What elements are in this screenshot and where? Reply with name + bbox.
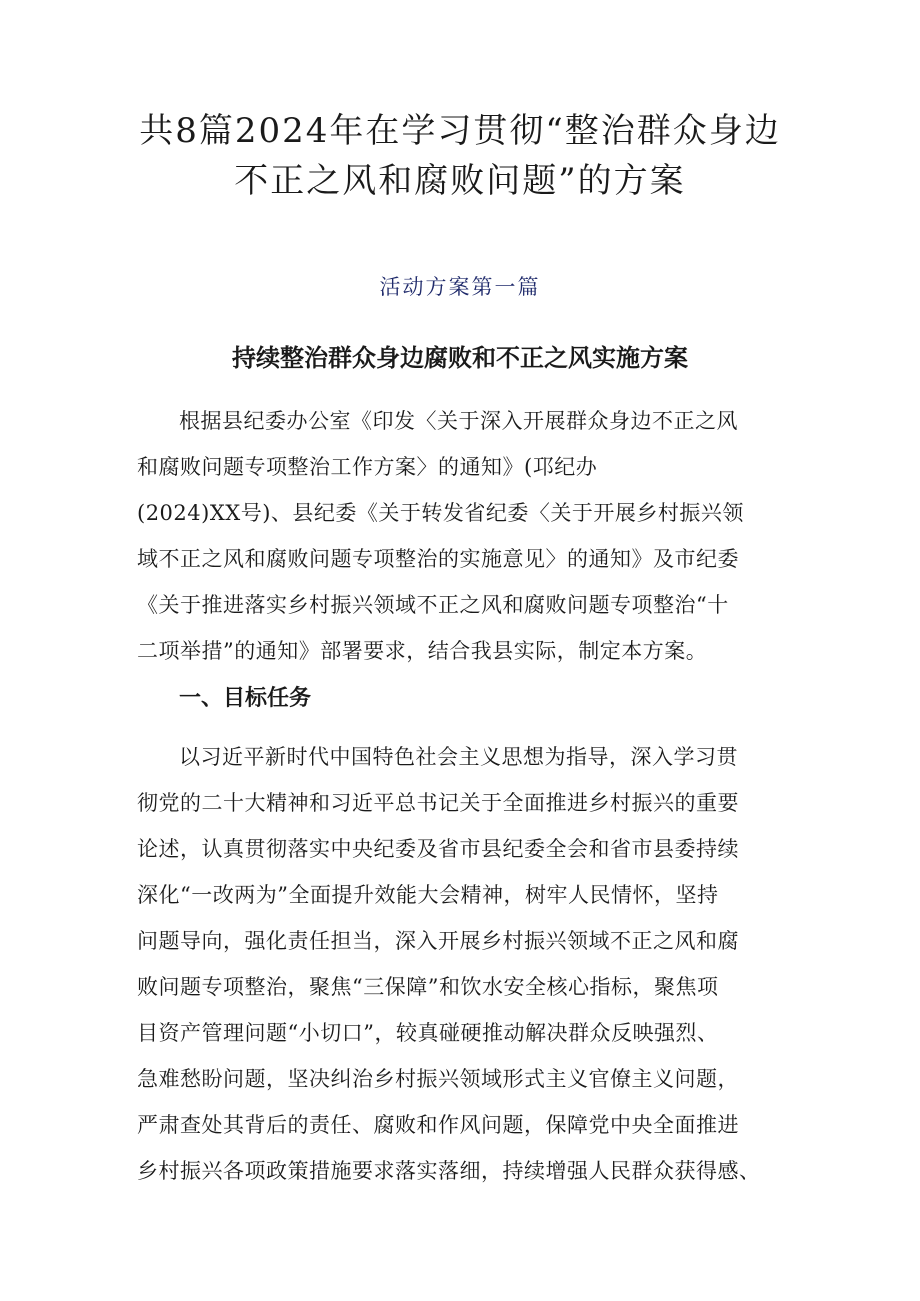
plan-subtitle: 持续整治群众身边腐败和不正之风实施方案 <box>232 344 688 372</box>
section-heading-goals: 一、目标任务 <box>179 686 312 711</box>
paragraph-line: 和腐败问题专项整治工作方案〉的通知》(邛纪办 <box>137 455 598 479</box>
paragraph-line: 论述，认真贯彻落实中央纪委及省市县纪委全会和省市县委持续 <box>137 837 739 861</box>
paragraph-line: 以习近平新时代中国特色社会主义思想为指导，深入学习贯 <box>179 745 738 769</box>
paragraph-line: 败问题专项整治，聚焦“三保障”和饮水安全核心指标，聚焦项 <box>137 975 719 999</box>
paragraph-line: 根据县纪委办公室《印发〈关于深入开展群众身边不正之风 <box>179 409 738 433</box>
paragraph-line: 目资产管理问题“小切口”，较真碰硬推动解决群众反映强烈、 <box>137 1021 719 1045</box>
paragraph-line: 《关于推进落实乡村振兴领域不正之风和腐败问题专项整治“十 <box>137 593 729 617</box>
title-line-1: 共8篇2024年在学习贯彻“整治群众身边 <box>139 111 781 151</box>
paragraph-line: 严肃查处其背后的责任、腐败和作风问题，保障党中央全面推进 <box>137 1113 739 1137</box>
intro-paragraph <box>137 398 797 674</box>
section-label: 活动方案第一篇 <box>379 275 541 299</box>
paragraph-line: 问题导向，强化责任担当，深入开展乡村振兴领域不正之风和腐 <box>137 929 739 953</box>
paragraph-line: 域不正之风和腐败问题专项整治的实施意见〉的通知》及市纪委 <box>137 547 739 571</box>
title-line-2: 不正之风和腐败问题”的方案 <box>234 161 686 201</box>
paragraph-line: 深化“一改两为”全面提升效能大会精神，树牢人民情怀，坚持 <box>137 883 719 907</box>
paragraph-line: 急难愁盼问题，坚决纠治乡村振兴领域形式主义官僚主义问题， <box>137 1067 739 1091</box>
paragraph-line: 二项举措”的通知》部署要求，结合我县实际，制定本方案。 <box>137 639 708 663</box>
paragraph-line: (2024)XX号)、县纪委《关于转发省纪委〈关于开展乡村振兴领 <box>137 501 744 525</box>
paragraph-line: 乡村振兴各项政策措施要求落实落细，持续增强人民群众获得感、 <box>137 1159 761 1183</box>
goals-paragraph <box>137 734 797 1194</box>
document-title <box>120 106 800 206</box>
paragraph-line: 彻党的二十大精神和习近平总书记关于全面推进乡村振兴的重要 <box>137 791 739 815</box>
